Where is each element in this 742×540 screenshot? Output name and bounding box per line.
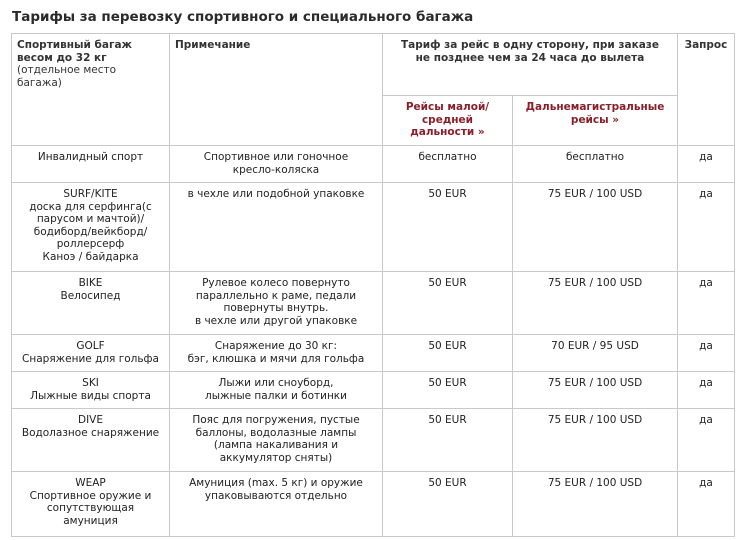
short-haul-fee-cell: 50 EUR: [383, 272, 513, 335]
header-tariff: [383, 34, 678, 96]
page-title: Тарифы за перевозку спортивного и специального багажа: [12, 9, 474, 25]
long-haul-link-cell: [513, 96, 678, 146]
baggage-type-cell-line: сопутствующая: [46, 502, 135, 514]
short-haul-link-line: средней: [421, 113, 474, 126]
long-haul-fee-cell: 70 EUR / 95 USD: [513, 335, 678, 372]
long-haul-link-line: Дальнемагистральные: [525, 101, 665, 113]
table-row: [12, 409, 735, 472]
long-haul-fee-cell: бесплатно: [513, 146, 678, 183]
header-tariff-line: Тариф за рейс в одну сторону, при заказе: [400, 39, 660, 51]
note-cell: [170, 335, 383, 372]
note-cell-line: бэг, клюшка и мячи для гольфа: [187, 352, 365, 365]
table-body: [12, 146, 735, 537]
baggage-type-cell: [12, 409, 170, 472]
baggage-type-cell: [12, 372, 170, 409]
short-haul-link-cell: [383, 96, 513, 146]
short-haul-fee-cell: 50 EUR: [383, 372, 513, 409]
baggage-type-cell: [12, 183, 170, 272]
note-cell-line: (лампа накаливания и: [213, 439, 339, 451]
note-cell: [170, 472, 383, 537]
note-cell: [170, 183, 383, 272]
header-tariff-line: не позднее чем за 24 часа до вылета: [415, 51, 645, 64]
note-cell-line: Пояс для погружения, пустые: [192, 414, 360, 426]
table-row: [12, 335, 735, 372]
note-cell-line: повернуты внутрь.: [223, 302, 329, 314]
note-cell-line: Амуниция (max. 5 кг) и оружие: [189, 477, 363, 489]
note-cell: [170, 146, 383, 183]
header-sport-baggage-line: весом до 32 кг: [17, 51, 107, 64]
baggage-type-cell-line: BIKE: [78, 277, 103, 289]
baggage-type-cell-line: амуниция: [63, 514, 118, 527]
baggage-type-cell-line: Инвалидный спорт: [37, 151, 144, 163]
baggage-type-cell-line: роллерсерф: [56, 238, 125, 250]
baggage-type-cell-line: SKI: [82, 377, 99, 389]
baggage-type-cell: [12, 272, 170, 335]
note-cell-line: Снаряжение до 30 кг:: [214, 340, 338, 352]
note-cell-line: Рулевое колесо повернуто: [202, 277, 350, 289]
baggage-type-cell-line: Водолазное снаряжение: [21, 426, 160, 439]
note-cell: [170, 272, 383, 335]
header-sport-baggage-line: Спортивный багаж: [17, 39, 132, 51]
long-haul-fee-cell: 75 EUR / 100 USD: [513, 183, 678, 272]
header-note: Примечание: [170, 34, 383, 146]
request-cell: да: [678, 372, 735, 409]
long-haul-fee-cell: 75 EUR / 100 USD: [513, 409, 678, 472]
request-cell: да: [678, 335, 735, 372]
request-cell: да: [678, 146, 735, 183]
baggage-type-cell-line: доска для серфинга(с: [29, 200, 152, 213]
baggage-type-cell-line: Снаряжение для гольфа: [22, 352, 159, 365]
short-haul-fee-cell: 50 EUR: [383, 183, 513, 272]
table-row: [12, 146, 735, 183]
header-sport-baggage-sub-line: (отдельное место: [17, 64, 117, 76]
tariffs-table: [11, 33, 735, 537]
note-cell-line: Лыжи или сноуборд,: [218, 377, 334, 389]
long-haul-fee-cell: 75 EUR / 100 USD: [513, 272, 678, 335]
baggage-type-cell-line: WEAP: [75, 477, 106, 489]
note-cell-line: упаковываются отдельно: [204, 489, 348, 502]
request-cell: да: [678, 472, 735, 537]
note-cell-line: в чехле или подобной упаковке: [187, 188, 365, 200]
note-cell-line: аккумулятор сняты): [219, 451, 333, 464]
short-haul-fee-cell: 50 EUR: [383, 335, 513, 372]
baggage-type-cell-line: парусом и мачтой)/: [36, 213, 145, 225]
short-haul-fee-cell: 50 EUR: [383, 472, 513, 537]
note-cell-line: лыжные палки и ботинки: [205, 389, 347, 402]
header-sport-baggage: [12, 34, 170, 146]
note-cell: [170, 409, 383, 472]
baggage-type-cell-line: Спортивное оружие и: [29, 489, 152, 502]
note-cell-line: Спортивное или гоночное: [203, 151, 349, 163]
note-cell-line: кресло-коляска: [232, 163, 320, 176]
short-haul-fee-cell: бесплатно: [383, 146, 513, 183]
request-cell: да: [678, 409, 735, 472]
header-request: Запрос: [678, 34, 735, 146]
table-row: [12, 472, 735, 537]
header-sport-baggage-sub-line: багажа): [17, 76, 62, 89]
table-row: [12, 272, 735, 335]
short-haul-link-line: Рейсы малой/: [405, 101, 490, 113]
baggage-type-cell-line: бодиборд/вейкборд/: [33, 225, 148, 238]
note-cell-line: баллоны, водолазные лампы: [195, 426, 357, 439]
request-cell: да: [678, 183, 735, 272]
baggage-type-cell-line: Лыжные виды спорта: [30, 389, 151, 402]
note-cell-line: параллельно к раме, педали: [195, 289, 357, 302]
request-cell: да: [678, 272, 735, 335]
note-cell-line: в чехле или другой упаковке: [194, 314, 358, 327]
short-haul-flights-link[interactable]: [388, 101, 507, 139]
long-haul-flights-link[interactable]: [518, 101, 672, 126]
long-haul-fee-cell: 75 EUR / 100 USD: [513, 372, 678, 409]
short-haul-fee-cell: 50 EUR: [383, 409, 513, 472]
table-row: [12, 183, 735, 272]
long-haul-link-line: рейсы »: [570, 113, 620, 126]
long-haul-fee-cell: 75 EUR / 100 USD: [513, 472, 678, 537]
note-cell: [170, 372, 383, 409]
baggage-type-cell: [12, 335, 170, 372]
baggage-type-cell: [12, 472, 170, 537]
baggage-type-cell-line: Велосипед: [60, 289, 121, 302]
baggage-type-cell: [12, 146, 170, 183]
baggage-type-cell-line: Каноэ / байдарка: [42, 250, 139, 263]
table-header-row: [12, 34, 735, 96]
baggage-type-cell-line: SURF/KITE: [63, 188, 118, 200]
baggage-type-cell-line: DIVE: [78, 414, 103, 426]
table-row: [12, 372, 735, 409]
short-haul-link-line: дальности »: [410, 126, 485, 138]
baggage-type-cell-line: GOLF: [76, 340, 105, 352]
